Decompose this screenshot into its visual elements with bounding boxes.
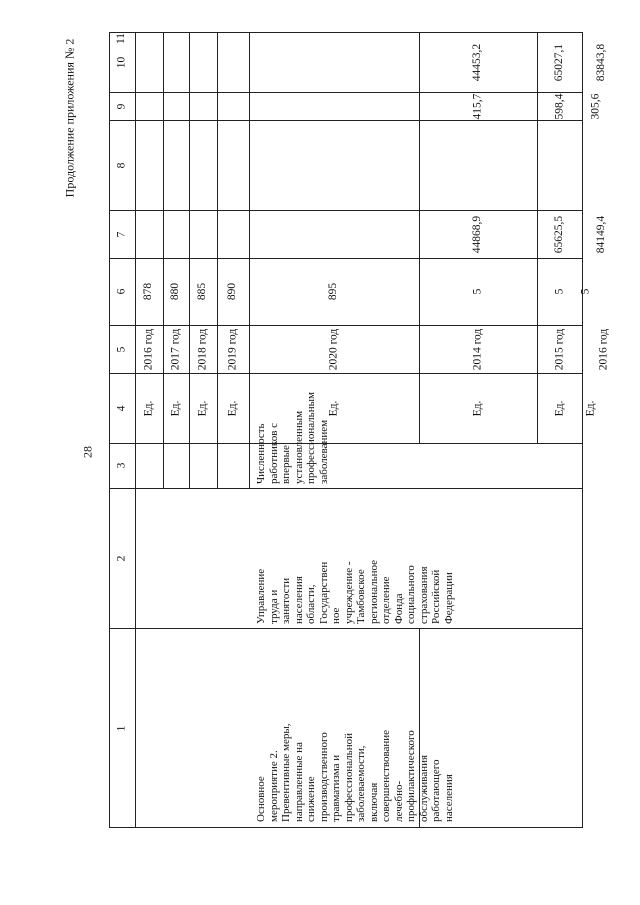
column-number [109,258,135,325]
indicator-name-line: профессиональным [305,392,317,484]
value-col6-text: 878 [142,282,155,301]
responsible-party-line: Федерации [442,572,455,624]
value-col6 [249,258,419,325]
value-col11-text: 83843,8 [595,43,608,81]
responsible-party-line: Фонда [392,593,405,624]
year-cell [249,325,419,373]
column-number [109,443,135,488]
grid-line [109,443,583,444]
responsible-party-line: социального [405,565,417,624]
page-number: 28 [80,446,95,458]
unit-cell [163,373,189,443]
responsible-party-line: региональное [367,559,380,624]
unit-cell-text: Ед. [169,400,182,416]
column-number-text: 5 [115,346,128,352]
column-number [109,32,135,45]
value-col7 [419,210,537,258]
value-col6 [135,258,163,325]
column-number-text: 3 [115,462,128,469]
unit-cell-text: Ед. [553,400,566,416]
measure-name-line: обслуживания [417,754,430,822]
column-number-text: 7 [115,231,128,237]
indicator-name [255,392,330,484]
measure-name-line: Основное [255,776,267,822]
value-col6 [189,258,217,325]
indicator-name-line: установленным [292,410,305,484]
column-number-text: 8 [115,162,128,168]
measure-name-line: лечебно- [392,780,405,822]
unit-cell [583,373,599,443]
measure-name-line: профилактического [405,730,417,822]
measure-name-line: Превентивные меры, [280,723,292,822]
value-col6 [537,258,583,325]
value-col11 [419,32,537,92]
indicator-name-line: работников с [267,422,280,484]
grid-line [109,120,583,121]
value-col9-text: 415,7 [471,93,484,119]
measure-name-line: снижение [305,776,317,822]
data-table [109,32,610,828]
responsible-party-line: Управление [255,568,267,624]
value-col9-text: 598,4 [553,93,566,119]
year-cell-text: 2016 год [597,328,610,370]
year-cell-text: 2016 год [142,328,155,370]
value-col6-text: 5 [471,288,484,295]
measure-name-line: профессиональной [342,733,355,822]
unit-cell [217,373,249,443]
value-col9 [419,92,537,120]
year-cell [419,325,537,373]
column-number-text: 4 [115,405,128,411]
year-cell-text: 2018 год [196,328,209,370]
year-cell [163,325,189,373]
value-col11-text: 44453,2 [471,43,484,81]
grid-line [109,488,583,489]
measure-name-line: работающего [430,759,442,822]
responsible-party-line: Тамбовское [355,569,367,624]
responsible-party-line: Российской [430,569,442,624]
value-col6 [579,258,592,325]
column-number-text: 9 [115,103,128,109]
responsible-party-line: ное [330,607,342,624]
measure-name-line: производственного [317,732,330,822]
column-number [109,210,135,258]
unit-cell [419,373,537,443]
column-number [109,628,135,828]
measure-name-line: населения [442,774,455,822]
year-cell [537,325,583,373]
column-number [109,488,135,628]
value-col6-text: 5 [553,288,566,295]
year-cell-text: 2020 год [327,328,340,370]
value-col9-text: 305,6 [589,93,602,119]
value-col7 [537,210,583,258]
value-col11 [537,32,583,92]
column-number-text: 10 [115,56,128,68]
responsible-party-line: Государствен [317,561,330,624]
measure-name-line: мероприятие 2. [267,750,280,822]
measure-name-line: направленные на [292,742,305,822]
column-number-text: 2 [115,555,128,561]
column-number-text: 1 [115,725,128,731]
continuation-label: Продолжение приложения № 2 [62,38,77,198]
unit-cell [135,373,163,443]
value-col7-text: 44868,9 [471,215,484,253]
year-cell-text: 2015 год [553,328,566,370]
year-cell-text: 2017 год [169,328,182,370]
year-cell [217,325,249,373]
value-col6-text: 5 [579,288,592,295]
value-col6 [419,258,537,325]
unit-cell-text: Ед. [471,400,484,416]
column-number [109,325,135,373]
column-number [109,120,135,210]
measure-name-line: совершенствование [380,729,392,822]
indicator-name-line: впервые [280,445,292,484]
column-number [109,373,135,443]
responsible-party-line: занятости [280,577,292,624]
measure-name-line: травматизма и [330,754,342,822]
value-col6-text: 885 [196,282,209,301]
responsible-party-line: населения [292,576,305,624]
year-cell-text: 2014 год [471,328,484,370]
value-col6-text: 880 [169,282,182,301]
responsible-party-line: отделение [380,576,392,624]
value-col11-text: 65027,1 [553,43,566,81]
value-col6 [217,258,249,325]
measure-name [255,723,455,822]
value-col6 [163,258,189,325]
year-cell [583,325,625,373]
column-number-text: 6 [115,288,128,295]
value-col11 [583,32,620,92]
unit-cell-text: Ед. [226,400,239,416]
value-col7 [583,210,620,258]
grid-line [109,628,583,629]
measure-name-line: заболеваемости, [355,745,367,822]
responsible-party-line: учреждение - [342,561,355,624]
year-cell [135,325,163,373]
unit-cell [189,373,217,443]
responsible-party-line: области, [305,584,317,624]
column-number-text: 11 [115,32,128,45]
year-cell [189,325,217,373]
value-col9 [583,92,609,120]
value-col9 [537,92,583,120]
unit-cell-text: Ед. [327,400,340,416]
responsible-party [255,560,455,624]
responsible-party-line: страхования [417,566,430,624]
responsible-party-line: труда и [267,589,280,624]
value-col6-text: 890 [226,282,239,301]
year-cell-text: 2019 год [226,328,239,370]
unit-cell-text: Ед. [584,400,597,416]
value-col6-text: 895 [327,282,340,301]
indicator-name-line: заболеванием [317,419,330,484]
column-number [109,92,135,120]
unit-cell [537,373,583,443]
value-col7-text: 84149,4 [595,215,608,253]
value-col7-text: 65625,5 [553,215,566,253]
indicator-name-line: Численность [255,423,267,484]
measure-name-line: включая [367,782,380,822]
unit-cell-text: Ед. [142,400,155,416]
grid-line [109,827,583,828]
unit-cell-text: Ед. [196,400,209,416]
